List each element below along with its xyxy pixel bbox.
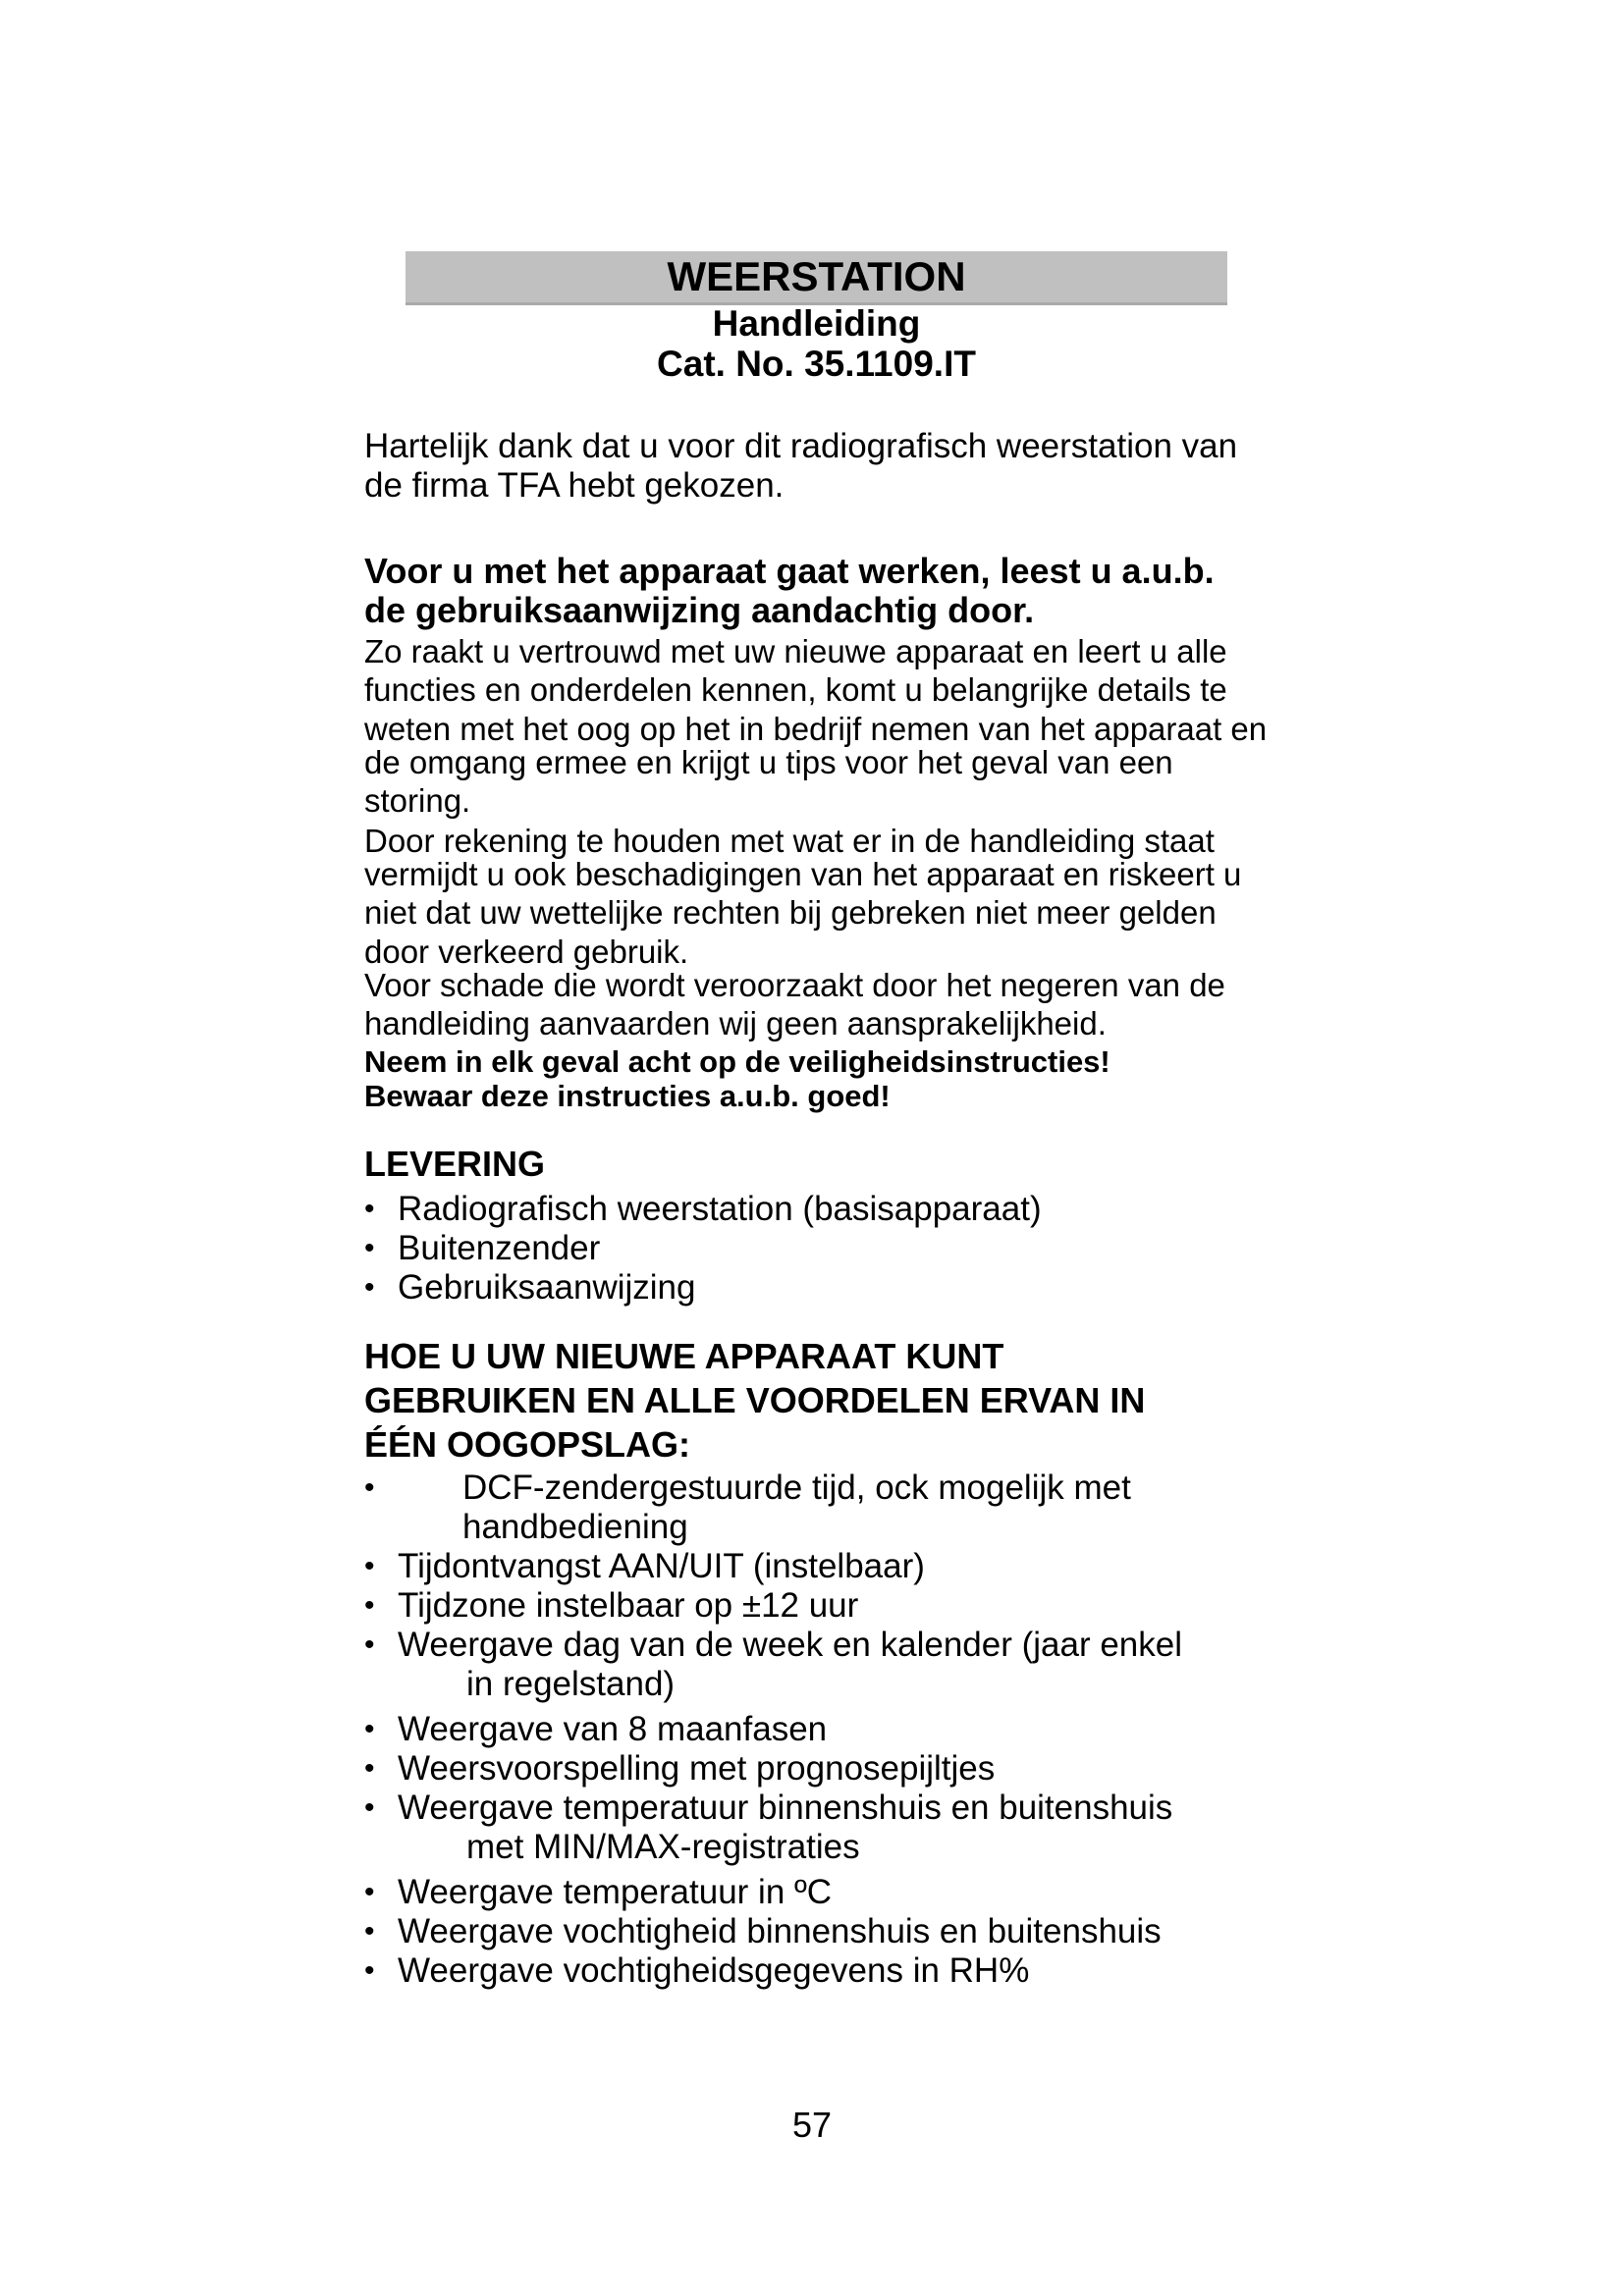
- list-item: • DCF-zendergestuurde tijd, ock mogelijk met handbediening: [364, 1468, 1131, 1546]
- bullet-icon: •: [364, 1629, 375, 1661]
- features-heading: GEBRUIKEN EN ALLE VOORDELEN ERVAN IN: [364, 1380, 1146, 1420]
- list-item: • Weergave van 8 maanfasen: [364, 1710, 828, 1748]
- bullet-icon: •: [364, 1471, 375, 1504]
- page-number: 57: [791, 2105, 833, 2145]
- body-line: Door rekening te houden met wat er in de handleiding staat: [364, 823, 1215, 859]
- intro-line: de firma TFA hebt gekozen.: [364, 466, 785, 505]
- bullet-icon: •: [364, 1954, 375, 1987]
- list-item: • Buitenzender: [364, 1229, 601, 1267]
- body-line: de omgang ermee en krijgt u tips voor het geval van een: [364, 744, 1173, 780]
- bullet-icon: •: [364, 1232, 375, 1264]
- body-line: functies en onderdelen kennen, komt u belangrijke details te: [364, 671, 1227, 708]
- list-item: • Gebruiksaanwijzing: [364, 1268, 696, 1307]
- bullet-icon: •: [364, 1193, 375, 1225]
- bullet-icon: •: [364, 1876, 375, 1908]
- list-item: • Weergave dag van de week en kalender (jaar enkel in regelstand): [364, 1626, 1183, 1703]
- levering-heading: LEVERING: [364, 1144, 546, 1184]
- warning-heading: de gebruiksaanwijzing aandachtig door.: [364, 590, 1035, 630]
- bullet-icon: •: [364, 1915, 375, 1948]
- features-heading: ÉÉN OOGOPSLAG:: [364, 1424, 691, 1465]
- warning-heading: Voor u met het apparaat gaat werken, leest u a.u.b.: [364, 551, 1215, 591]
- bullet-icon: •: [364, 1550, 375, 1582]
- body-line: storing.: [364, 782, 471, 819]
- bullet-icon: •: [364, 1713, 375, 1745]
- catalog-number: Cat. No. 35.1109.IT: [657, 344, 976, 384]
- list-item: • Weergave vochtigheid binnenshuis en buitenshuis: [364, 1912, 1162, 1950]
- bullet-icon: •: [364, 1271, 375, 1304]
- list-item: • Weersvoorspelling met prognosepijltjes: [364, 1749, 996, 1788]
- bullet-icon: •: [364, 1589, 375, 1622]
- body-line: Zo raakt u vertrouwd met uw nieuwe apparaat en leert u alle: [364, 633, 1227, 669]
- list-item: • Weergave vochtigheidsgegevens in RH%: [364, 1951, 1030, 1990]
- features-list: [364, 1468, 1297, 1991]
- features-heading: HOE U UW NIEUWE APPARAAT KUNT: [364, 1336, 1004, 1376]
- manual-subtitle: Handleiding: [712, 303, 921, 344]
- body-line: door verkeerd gebruik.: [364, 934, 689, 970]
- list-item: • Radiografisch weerstation (basisapparaat): [364, 1190, 1042, 1228]
- levering-list: [364, 1190, 1297, 1308]
- body-line: vermijdt u ook beschadigingen van het apparaat en riskeert u: [364, 856, 1242, 892]
- bullet-icon: •: [364, 1791, 375, 1824]
- list-item: • Tijdzone instelbaar op ±12 uur: [364, 1586, 859, 1625]
- bullet-icon: •: [364, 1752, 375, 1785]
- keep-instructions-notice: Bewaar deze instructies a.u.b. goed!: [364, 1079, 891, 1113]
- list-item: • Weergave temperatuur binnenshuis en buitenshuis met MIN/MAX-registraties: [364, 1789, 1173, 1866]
- body-line: handleiding aanvaarden wij geen aansprakelijkheid.: [364, 1005, 1107, 1041]
- intro-line: Hartelijk dank dat u voor dit radiografisch weerstation van: [364, 427, 1238, 465]
- list-item: • Weergave temperatuur in ºC: [364, 1873, 833, 1911]
- body-line: Voor schade die wordt veroorzaakt door het negeren van de: [364, 967, 1225, 1003]
- safety-notice: Neem in elk geval acht op de veiligheidsinstructies!: [364, 1044, 1110, 1079]
- body-line: weten met het oog op het in bedrijf nemen van het apparaat en: [364, 711, 1268, 747]
- body-line: niet dat uw wettelijke rechten bij gebreken niet meer gelden: [364, 894, 1217, 931]
- list-item: • Tijdontvangst AAN/UIT (instelbaar): [364, 1547, 925, 1585]
- page-title: WEERSTATION: [406, 251, 1227, 305]
